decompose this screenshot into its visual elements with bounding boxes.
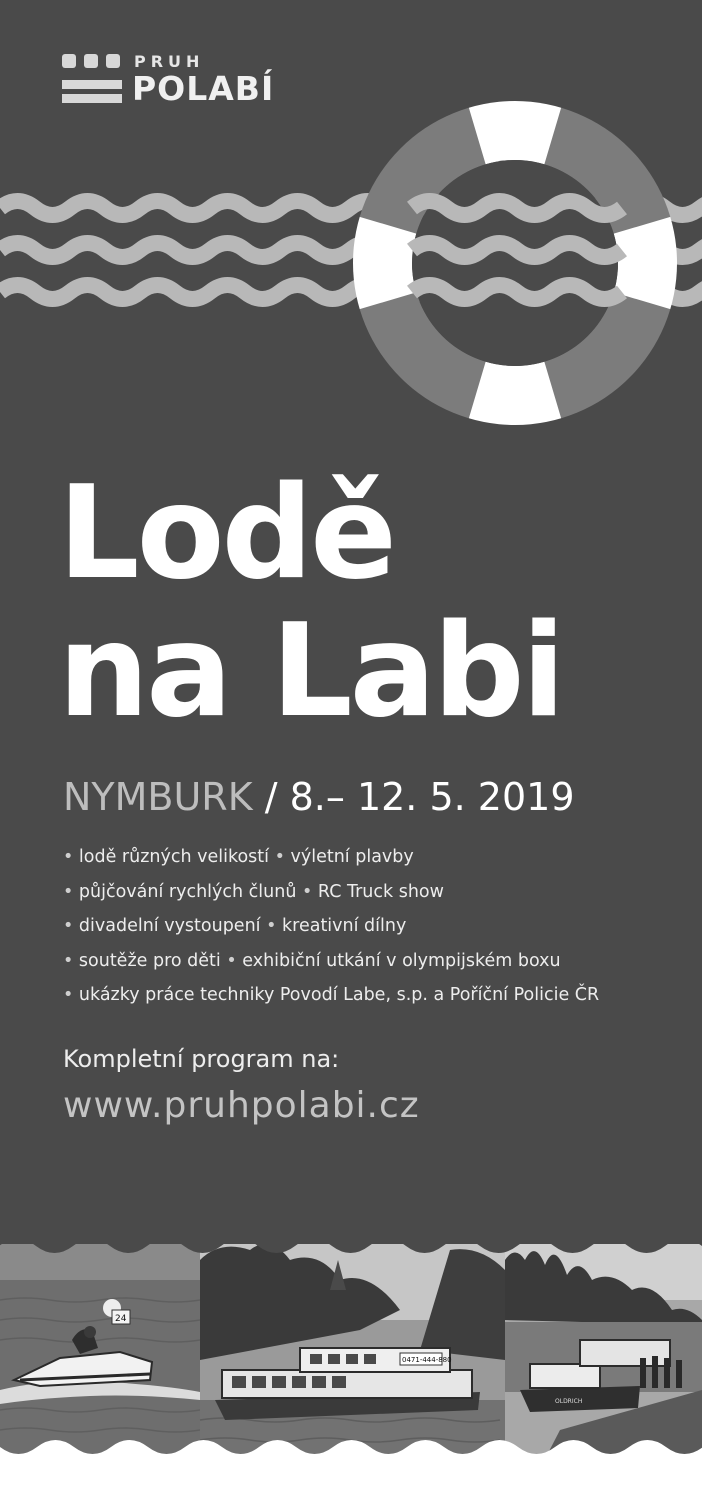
photo-ferry — [200, 1240, 505, 1459]
event-dates: 8.– 12. 5. 2019 — [289, 775, 575, 819]
bottom-margin — [0, 1459, 702, 1509]
feature-item: • soutěže pro děti • exhibiční utkání v olympijském boxu — [63, 950, 561, 971]
event-city: NYMBURK — [63, 775, 253, 819]
photo-jetboat — [0, 1240, 200, 1459]
feature-item: • půjčování rychlých člunů • RC Truck show — [63, 881, 444, 902]
feature-item: • ukázky práce techniky Povodí Labe, s.p. a Poříční Policie ČR — [63, 985, 600, 1005]
title-line2: na Labi — [58, 597, 563, 746]
logo-bars-icon — [62, 80, 122, 108]
photo-strip — [0, 1240, 702, 1459]
logo-squares-icon — [62, 54, 122, 68]
brand-logo — [62, 52, 322, 112]
brand-line2: POLABÍ — [132, 69, 275, 108]
brand-line1: PRUH — [134, 52, 205, 71]
event-separator: / — [252, 775, 290, 819]
title-line1: Lodě — [58, 459, 394, 608]
program-label: Kompletní program na: — [63, 1045, 340, 1073]
photo-small-boat — [505, 1240, 702, 1459]
small-boat-name: OLDRICH — [555, 1398, 583, 1405]
event-dateline — [63, 775, 575, 819]
lifebuoy-inner-clip — [350, 98, 680, 428]
jetboat-number: 24 — [115, 1314, 127, 1324]
program-url[interactable]: www.pruhpolabi.cz — [63, 1085, 420, 1126]
ferry-phone: 0471-444-880 — [402, 1356, 452, 1364]
feature-item: • divadelní vystoupení • kreativní dílny — [63, 916, 407, 936]
feature-list — [63, 840, 599, 1013]
feature-item: • lodě různých velikostí • výletní plavby — [63, 847, 414, 867]
